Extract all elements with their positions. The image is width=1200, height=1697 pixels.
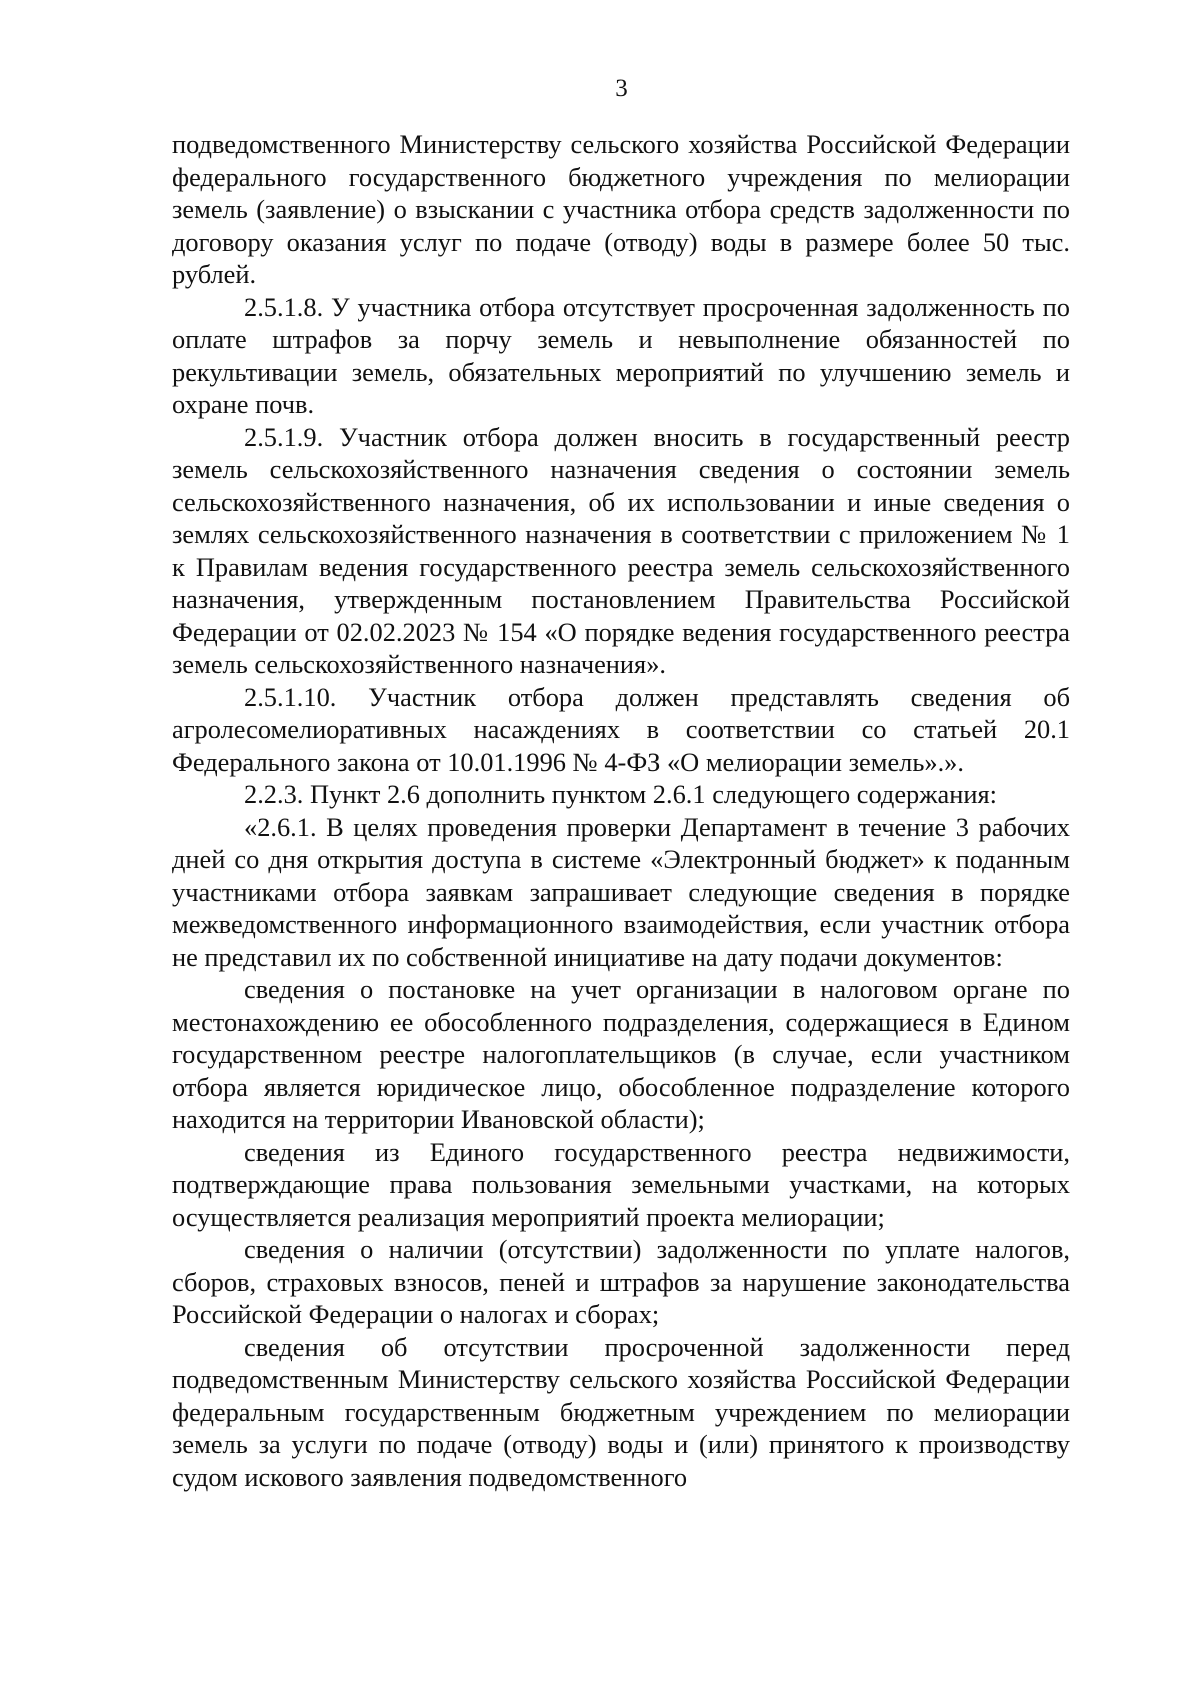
document-body: [172, 128, 1070, 1493]
paragraph-2-5-1-8: 2.5.1.8. У участника отбора отсутствует просроченная задолженность по оплате штрафов за порчу земель и невыполнение обязанностей по рекультивации земель, обязательных мероприятий по улучшению земель и охране почв.: [172, 291, 1070, 419]
paragraph-continuation: подведомственного Министерству сельского хозяйства Российской Федерации федерального государственного бюджетного учреждения по мелиорации земель (заявление) о взыскании с участника отбора средств задолженности по договору оказания услуг по подаче (отводу) воды в размере более 50 тыс. рублей.: [172, 129, 1070, 289]
paragraph-2-5-1-9: 2.5.1.9. Участник отбора должен вносить в государственный реестр земель сельскохозяйственного назначения сведения о состоянии земель сельскохозяйственного назначения, об их использовании и иные сведения о землях сельскохозяйственного назначения в соответствии с приложением № 1 к Правилам ведения государственного реестра земель сельскохозяйственного назначения, утвержденным постановлением Правительства Российской Федерации от 02.02.2023 № 154 «О порядке ведения государственного реестра земель сельскохозяйственного назначения».: [172, 421, 1070, 679]
page-number: 3: [615, 75, 628, 102]
paragraph-2-6-1: «2.6.1. В целях проведения проверки Департамент в течение 3 рабочих дней со дня открытия доступа в системе «Электронный бюджет» к поданным участниками отбора заявкам запрашивает следующие сведения в порядке межведомственного информационного взаимодействия, если участник отбора не представил их по собственной инициативе на дату подачи документов:: [172, 811, 1070, 972]
paragraph-melioration-debt: сведения об отсутствии просроченной задолженности перед подведомственным Министерству сельского хозяйства Российской Федерации федеральным государственным бюджетным учреждением по мелиорации земель за услуги по подаче (отводу) воды и (или) принятого к производству судом искового заявления подведомственного: [172, 1331, 1070, 1492]
paragraph-2-5-1-10: 2.5.1.10. Участник отбора должен представлять сведения об агролесомелиоративных насаждениях в соответствии со статьей 20.1 Федерального закона от 10.01.1996 № 4-ФЗ «О мелиорации земель».».: [172, 681, 1070, 777]
paragraph-tax-registration: сведения о постановке на учет организации в налоговом органе по местонахождению ее обособленного подразделения, содержащиеся в Едином государственном реестре налогоплательщиков (в случае, если участником отбора является юридическое лицо, обособленное подразделение которого находится на территории Ивановской области);: [172, 974, 1070, 1134]
paragraph-real-estate-registry: сведения из Единого государственного реестра недвижимости, подтверждающие права пользования земельными участками, на которых осуществляется реализация мероприятий проекта мелиорации;: [172, 1136, 1070, 1232]
paragraph-tax-debt: сведения о наличии (отсутствии) задолженности по уплате налогов, сборов, страховых взносов, пеней и штрафов за нарушение законодательства Российской Федерации о налогах и сборах;: [172, 1234, 1070, 1329]
paragraph-2-2-3: 2.2.3. Пункт 2.6 дополнить пунктом 2.6.1 следующего содержания:: [244, 779, 997, 809]
